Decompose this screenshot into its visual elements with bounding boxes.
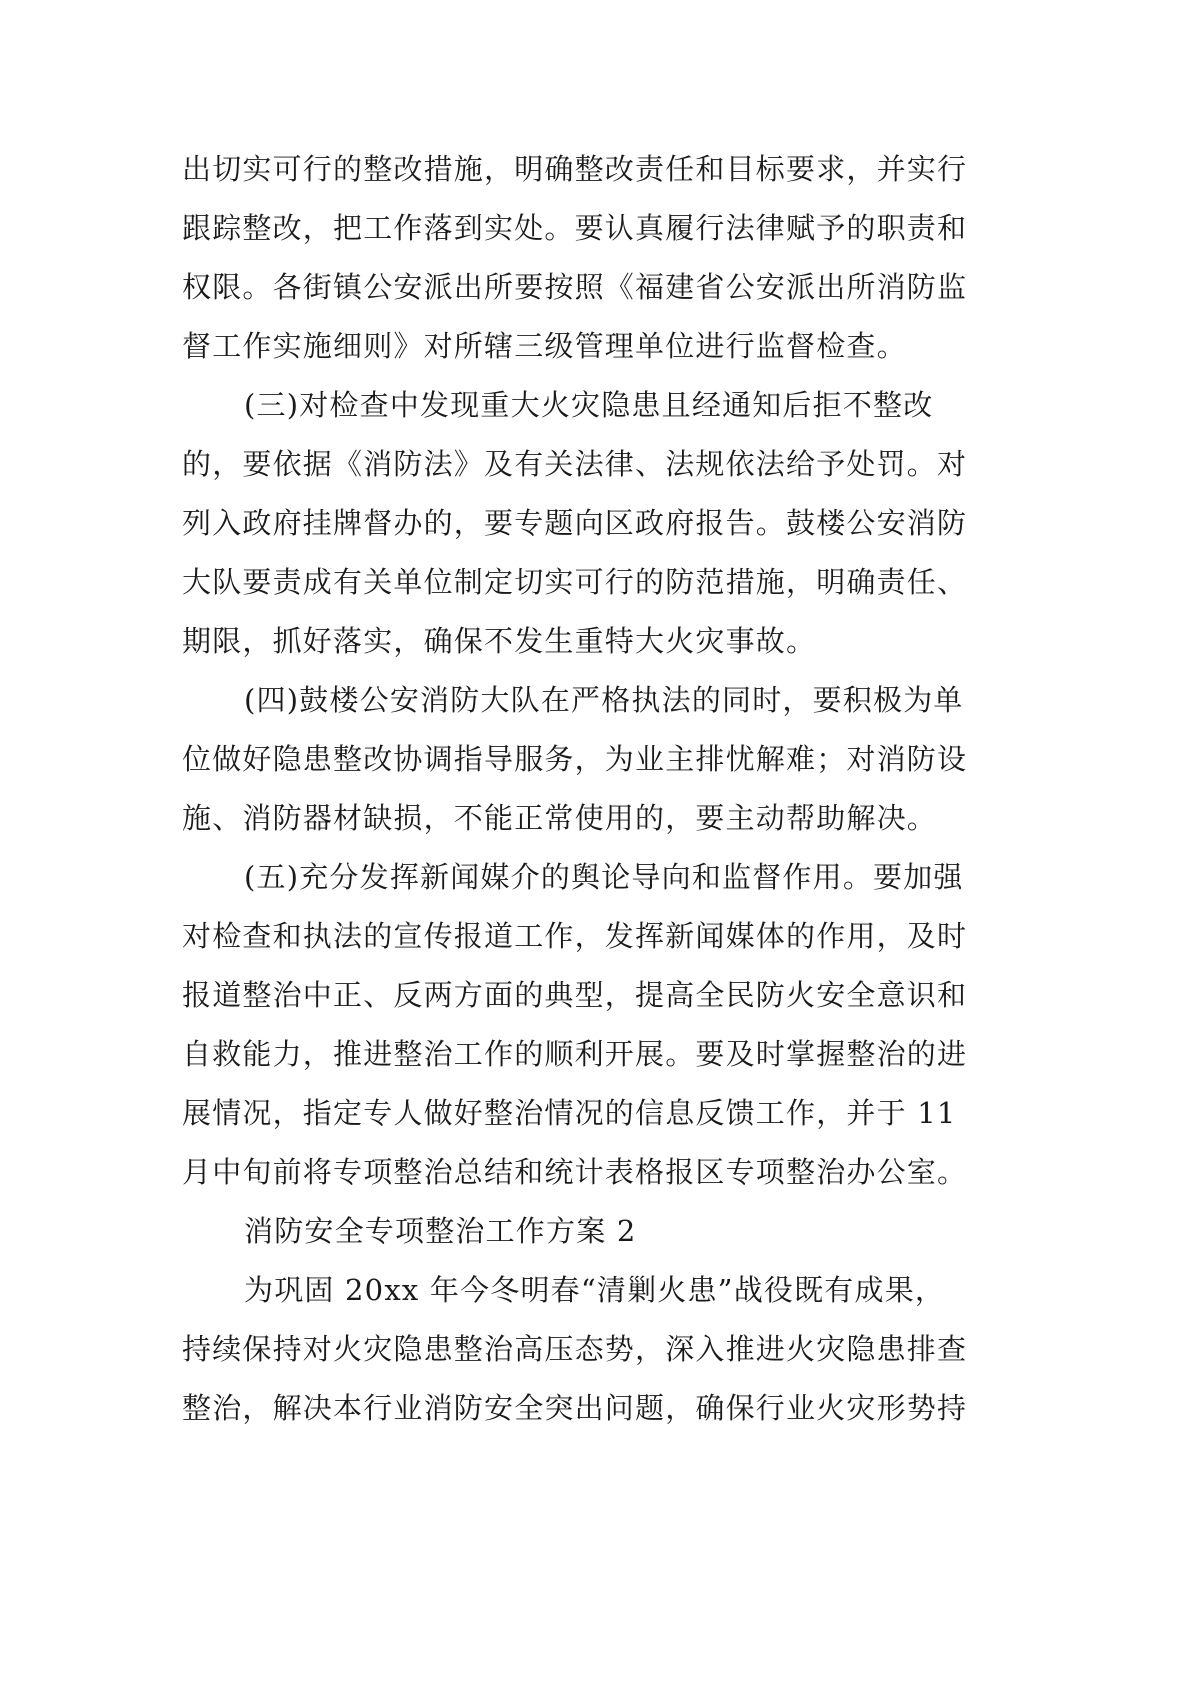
text-line: (五)充分发挥新闻媒介的舆论导向和监督作用。要加强 [244, 860, 964, 894]
section-title-text: 消防安全专项整治工作方案 2 [244, 1214, 637, 1248]
text-line: 施、消防器材缺损，不能正常使用的，要主动帮助解决。 [182, 801, 938, 835]
paragraph-continuation [182, 140, 1062, 376]
text-line: 对检查和执法的宣传报道工作，发挥新闻媒体的作用，及时 [182, 919, 968, 953]
text-line: 展情况，指定专人做好整治情况的信息反馈工作，并于 11 [182, 1096, 957, 1130]
text-line: 督工作实施细则》对所辖三级管理单位进行监督检查。 [182, 329, 907, 363]
text-line: 期限，抓好落实，确保不发生重特大火灾事故。 [182, 624, 817, 658]
text-line: 持续保持对火灾隐患整治高压态势，深入推进火灾隐患排查 [182, 1332, 968, 1366]
text-line: 为巩固 20xx 年今冬明春“清剿火患”战役既有成果， [244, 1273, 946, 1307]
text-line: 自救能力，推进整治工作的顺利开展。要及时掌握整治的进 [182, 1037, 968, 1071]
paragraph-item-4 [182, 671, 1062, 848]
text-line: 出切实可行的整改措施，明确整改责任和目标要求，并实行 [182, 152, 968, 186]
section-title [182, 1202, 1062, 1261]
text-line: 列入政府挂牌督办的，要专题向区政府报告。鼓楼公安消防 [182, 506, 968, 540]
text-line: (四)鼓楼公安消防大队在严格执法的同时，要积极为单 [244, 683, 964, 717]
text-line: 跟踪整改，把工作落到实处。要认真履行法律赋予的职责和 [182, 211, 968, 245]
text-line: 整治，解决本行业消防安全突出问题，确保行业火灾形势持 [182, 1391, 968, 1425]
paragraph-item-5 [182, 848, 1062, 1202]
text-line: 位做好隐患整改协调指导服务，为业主排忧解难；对消防设 [182, 742, 968, 776]
paragraph-item-3 [182, 376, 1062, 671]
document-body [182, 140, 1062, 1438]
text-line: 大队要责成有关单位制定切实可行的防范措施，明确责任、 [182, 565, 968, 599]
paragraph-intro [182, 1261, 1062, 1438]
text-line: 权限。各街镇公安派出所要按照《福建省公安派出所消防监 [182, 270, 968, 304]
text-line: 的，要依据《消防法》及有关法律、法规依法给予处罚。对 [182, 447, 968, 481]
text-line: (三)对检查中发现重大火灾隐患且经通知后拒不整改 [244, 388, 934, 422]
text-line: 月中旬前将专项整治总结和统计表格报区专项整治办公室。 [182, 1155, 968, 1189]
text-line: 报道整治中正、反两方面的典型，提高全民防火安全意识和 [182, 978, 968, 1012]
